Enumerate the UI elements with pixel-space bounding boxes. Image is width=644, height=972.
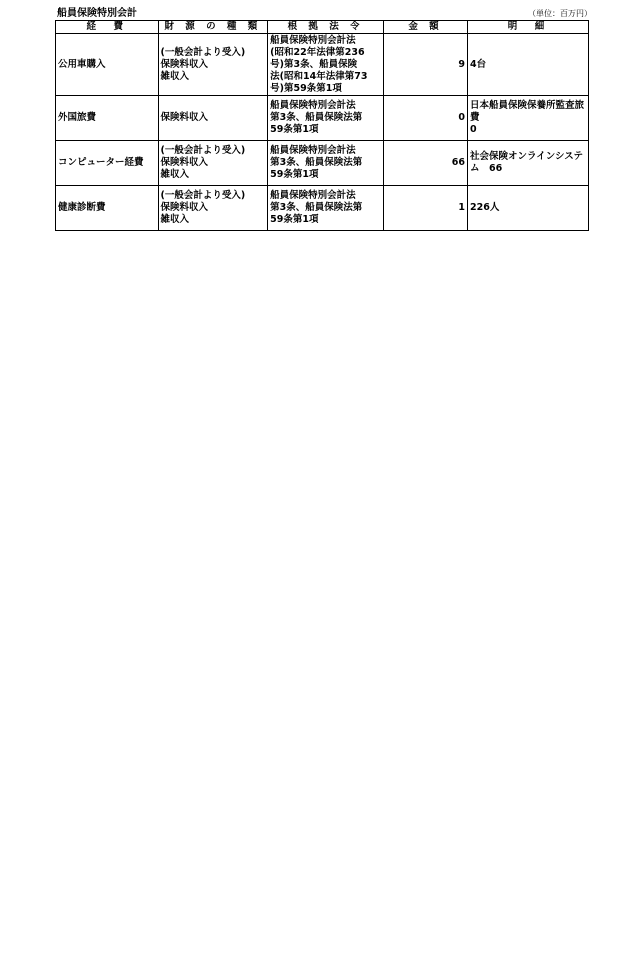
column-header-law: 根 拠 法 令 [268, 21, 384, 34]
source-cell: (一般会計より受入) 保険料収入 雑収入 [158, 186, 268, 231]
unit-label: （単位：百万円） [528, 9, 592, 18]
detail-cell: 社会保険オンラインシステム 66 [468, 141, 589, 186]
table-header-row [56, 21, 589, 34]
law-cell: 船員保険特別会計法 第3条、船員保険法第 59条第1項 [268, 186, 384, 231]
column-header-expense: 経 費 [56, 21, 159, 34]
expense-cell: コンピューター経費 [56, 141, 159, 186]
table-row [56, 34, 589, 96]
source-cell: (一般会計より受入) 保険料収入 雑収入 [158, 34, 268, 96]
column-header-source: 財 源 の 種 類 [158, 21, 268, 34]
amount-cell: 0 [383, 96, 467, 141]
amount-cell: 66 [383, 141, 467, 186]
expense-table [55, 20, 589, 231]
detail-cell: 4台 [468, 34, 589, 96]
detail-cell: 日本船員保険保養所監査旅費 0 [468, 96, 589, 141]
table-row [56, 141, 589, 186]
page-title: 船員保険特別会計 [57, 8, 137, 19]
source-cell: (一般会計より受入) 保険料収入 雑収入 [158, 141, 268, 186]
column-header-amount: 金 額 [383, 21, 467, 34]
source-cell: 保険料収入 [158, 96, 268, 141]
table-row [56, 186, 589, 231]
detail-cell: 226人 [468, 186, 589, 231]
amount-cell: 9 [383, 34, 467, 96]
law-cell: 船員保険特別会計法 第3条、船員保険法第 59条第1項 [268, 96, 384, 141]
law-cell: 船員保険特別会計法 第3条、船員保険法第 59条第1項 [268, 141, 384, 186]
expense-cell: 公用車購入 [56, 34, 159, 96]
amount-cell: 1 [383, 186, 467, 231]
law-cell: 船員保険特別会計法 (昭和22年法律第236 号)第3条、船員保険 法(昭和14年法律第73 号)第59条第1項 [268, 34, 384, 96]
expense-cell: 健康診断費 [56, 186, 159, 231]
expense-cell: 外国旅費 [56, 96, 159, 141]
table-row [56, 96, 589, 141]
column-header-detail: 明 細 [468, 21, 589, 34]
